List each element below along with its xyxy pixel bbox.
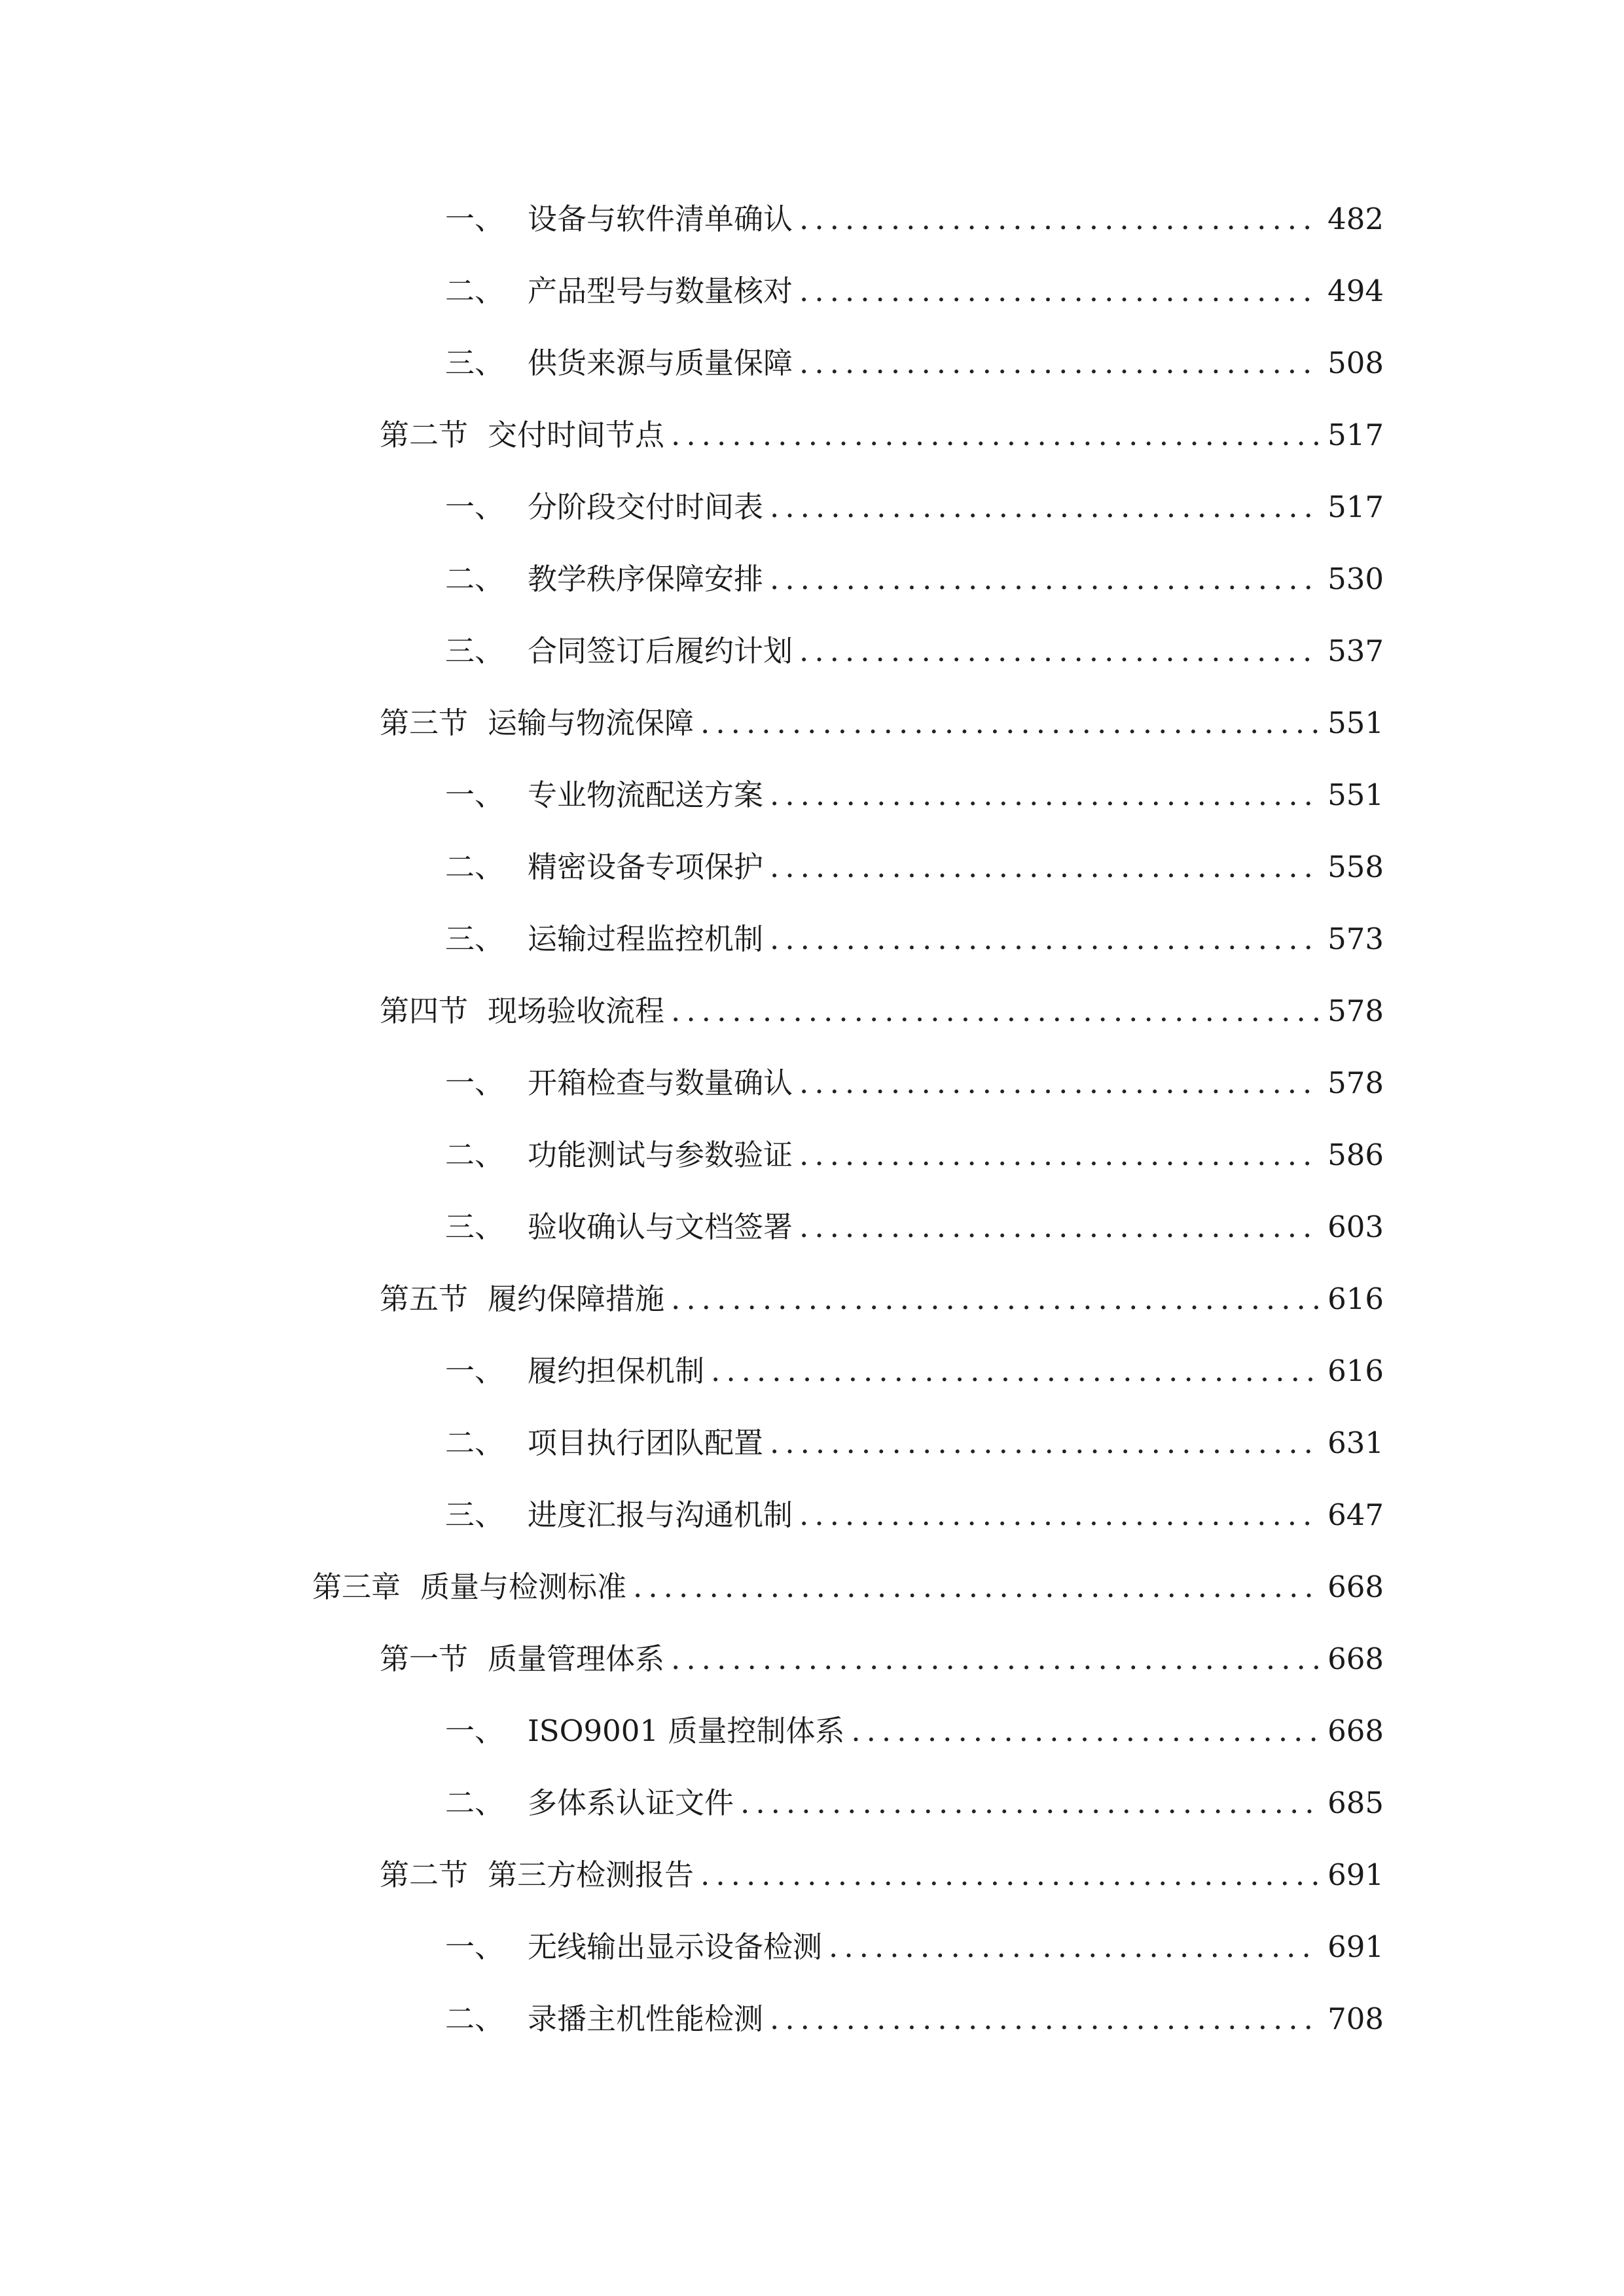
toc-entry[interactable] bbox=[445, 1993, 1384, 2045]
toc-entry-page: 494 bbox=[1327, 274, 1384, 308]
toc-entry[interactable] bbox=[445, 1057, 1384, 1109]
toc-leader-dots bbox=[770, 1993, 1318, 2045]
toc-entry-page: 558 bbox=[1327, 850, 1384, 884]
toc-entry-number: 一、 bbox=[445, 778, 505, 812]
toc-entry-number: 二、 bbox=[445, 274, 505, 308]
toc-entry-title: 验收确认与文档签署 bbox=[528, 1210, 793, 1244]
toc-entry[interactable] bbox=[445, 841, 1384, 893]
toc-entry-page: 482 bbox=[1327, 202, 1384, 236]
toc-entry[interactable] bbox=[445, 337, 1384, 389]
toc-entry[interactable] bbox=[445, 1129, 1384, 1181]
toc-entry-page: 517 bbox=[1327, 418, 1384, 452]
toc-entry-page: 708 bbox=[1327, 2001, 1384, 2036]
toc-entry[interactable] bbox=[445, 1777, 1384, 1829]
toc-leader-dots bbox=[851, 1705, 1318, 1757]
toc-entry[interactable] bbox=[445, 769, 1384, 821]
toc-entry-page: 631 bbox=[1327, 1426, 1384, 1460]
toc-entry-page: 685 bbox=[1327, 1785, 1384, 1820]
toc-entry-number: 第四节 bbox=[380, 994, 469, 1028]
toc-leader-dots bbox=[700, 1849, 1318, 1901]
toc-entry[interactable] bbox=[445, 1489, 1384, 1541]
toc-entry-page: 551 bbox=[1327, 706, 1384, 740]
toc-entry[interactable] bbox=[380, 697, 1384, 749]
toc-entry-page: 578 bbox=[1327, 1066, 1384, 1100]
toc-entry-page: 578 bbox=[1327, 994, 1384, 1028]
toc-entry-number: 一、 bbox=[445, 1066, 505, 1100]
toc-leader-dots bbox=[770, 769, 1318, 821]
toc-leader-dots bbox=[799, 265, 1318, 317]
toc-entry[interactable] bbox=[380, 1633, 1384, 1685]
toc-entry[interactable] bbox=[445, 913, 1384, 965]
toc-leader-dots bbox=[799, 1057, 1318, 1109]
toc-entry-number: 二、 bbox=[445, 562, 505, 596]
toc-entry-title: 无线输出显示设备检测 bbox=[528, 1929, 823, 1964]
toc-entry-number: 一、 bbox=[445, 1354, 505, 1388]
toc-entry-page: 517 bbox=[1327, 490, 1384, 524]
toc-leader-dots bbox=[799, 625, 1318, 677]
toc-entry-title: ISO9001 质量控制体系 bbox=[528, 1713, 845, 1748]
toc-leader-dots bbox=[770, 913, 1318, 965]
toc-entry[interactable] bbox=[445, 1345, 1384, 1397]
toc-entry-page: 530 bbox=[1327, 562, 1384, 596]
toc-entry-page: 603 bbox=[1327, 1210, 1384, 1244]
toc-entry-title: 精密设备专项保护 bbox=[528, 850, 764, 884]
toc-entry[interactable] bbox=[312, 1561, 1384, 1613]
toc-entry-title: 专业物流配送方案 bbox=[528, 778, 764, 812]
toc-leader-dots bbox=[799, 1489, 1318, 1541]
toc-entry-title: 履约保障措施 bbox=[488, 1282, 665, 1316]
toc-entry-title: 项目执行团队配置 bbox=[528, 1426, 764, 1460]
toc-entry-number: 三、 bbox=[445, 1210, 505, 1244]
toc-leader-dots bbox=[799, 337, 1318, 389]
toc-entry-number: 二、 bbox=[445, 1426, 505, 1460]
toc-entry-title: 分阶段交付时间表 bbox=[528, 490, 764, 524]
toc-leader-dots bbox=[711, 1345, 1318, 1397]
toc-entry-title: 功能测试与参数验证 bbox=[528, 1138, 793, 1172]
toc-leader-dots bbox=[671, 409, 1318, 461]
toc-entry-number: 二、 bbox=[445, 2001, 505, 2036]
toc-entry[interactable] bbox=[445, 1417, 1384, 1469]
toc-entry[interactable] bbox=[445, 1201, 1384, 1253]
toc-entry-number: 一、 bbox=[445, 490, 505, 524]
toc-leader-dots bbox=[700, 697, 1318, 749]
toc-entry-number: 第五节 bbox=[380, 1282, 469, 1316]
toc-entry-title: 交付时间节点 bbox=[488, 418, 665, 452]
toc-entry-title: 开箱检查与数量确认 bbox=[528, 1066, 793, 1100]
toc-entry[interactable] bbox=[380, 1273, 1384, 1325]
toc-entry-number: 三、 bbox=[445, 1498, 505, 1532]
toc-leader-dots bbox=[770, 553, 1318, 605]
toc-entry[interactable] bbox=[445, 193, 1384, 245]
toc-entry-number: 一、 bbox=[445, 1713, 505, 1748]
toc-leader-dots bbox=[799, 1129, 1318, 1181]
toc-entry[interactable] bbox=[445, 265, 1384, 317]
toc-entry[interactable] bbox=[445, 625, 1384, 677]
toc-entry-title: 供货来源与质量保障 bbox=[528, 346, 793, 380]
toc-entry[interactable] bbox=[445, 1705, 1384, 1757]
toc-leader-dots bbox=[770, 481, 1318, 533]
toc-entry-page: 647 bbox=[1327, 1498, 1384, 1532]
toc-leader-dots bbox=[633, 1561, 1318, 1613]
toc-entry-title: 设备与软件清单确认 bbox=[528, 202, 793, 236]
toc-entry-page: 616 bbox=[1327, 1354, 1384, 1388]
toc-entry-number: 三、 bbox=[445, 922, 505, 956]
toc-entry-page: 691 bbox=[1327, 1929, 1384, 1964]
toc-entry-title: 质量与检测标准 bbox=[420, 1570, 627, 1604]
toc-entry-title: 第三方检测报告 bbox=[488, 1857, 695, 1892]
toc-leader-dots bbox=[671, 1633, 1318, 1685]
toc-entry-number: 第三节 bbox=[380, 706, 469, 740]
toc-entry-page: 586 bbox=[1327, 1138, 1384, 1172]
toc-entry-number: 一、 bbox=[445, 1929, 505, 1964]
toc-entry-number: 第二节 bbox=[380, 418, 469, 452]
toc-entry-title: 合同签订后履约计划 bbox=[528, 634, 793, 668]
toc-entry-page: 551 bbox=[1327, 778, 1384, 812]
toc-entry-title: 运输与物流保障 bbox=[488, 706, 695, 740]
toc-entry[interactable] bbox=[445, 1921, 1384, 1973]
toc-leader-dots bbox=[770, 841, 1318, 893]
toc-entry-title: 进度汇报与沟通机制 bbox=[528, 1498, 793, 1532]
toc-entry-title: 运输过程监控机制 bbox=[528, 922, 764, 956]
toc-entry-number: 三、 bbox=[445, 346, 505, 380]
toc-entry[interactable] bbox=[445, 481, 1384, 533]
toc-leader-dots bbox=[671, 1273, 1318, 1325]
toc-entry-page: 616 bbox=[1327, 1282, 1384, 1316]
toc-leader-dots bbox=[671, 985, 1318, 1037]
toc-entry[interactable] bbox=[380, 409, 1384, 461]
toc-entry-number: 第一节 bbox=[380, 1641, 469, 1676]
toc-entry-title: 质量管理体系 bbox=[488, 1641, 665, 1676]
toc-entry-title: 多体系认证文件 bbox=[528, 1785, 734, 1820]
toc-entry-page: 508 bbox=[1327, 346, 1384, 380]
toc-entry-title: 教学秩序保障安排 bbox=[528, 562, 764, 596]
toc-entry-number: 三、 bbox=[445, 634, 505, 668]
toc-entry-page: 573 bbox=[1327, 922, 1384, 956]
toc-leader-dots bbox=[799, 1201, 1318, 1253]
toc-leader-dots bbox=[799, 193, 1318, 245]
toc-entry-number: 二、 bbox=[445, 1785, 505, 1820]
toc-entry-number: 二、 bbox=[445, 1138, 505, 1172]
toc-entry-number: 第三章 bbox=[312, 1570, 401, 1604]
toc-entry-number: 二、 bbox=[445, 850, 505, 884]
toc-entry-title: 履约担保机制 bbox=[528, 1354, 705, 1388]
toc-entry[interactable] bbox=[445, 553, 1384, 605]
toc-entry[interactable] bbox=[380, 1849, 1384, 1901]
toc-entry-title: 现场验收流程 bbox=[488, 994, 665, 1028]
toc-entry-title: 产品型号与数量核对 bbox=[528, 274, 793, 308]
toc-entry-page: 668 bbox=[1327, 1570, 1384, 1604]
toc-entry-page: 668 bbox=[1327, 1713, 1384, 1748]
toc-leader-dots bbox=[740, 1777, 1318, 1829]
toc-entry-page: 537 bbox=[1327, 634, 1384, 668]
toc-entry-number: 一、 bbox=[445, 202, 505, 236]
toc-entry-title: 录播主机性能检测 bbox=[528, 2001, 764, 2036]
toc-entry-page: 668 bbox=[1327, 1641, 1384, 1676]
toc-entry-number: 第二节 bbox=[380, 1857, 469, 1892]
toc-entry[interactable] bbox=[380, 985, 1384, 1037]
toc-leader-dots bbox=[829, 1921, 1318, 1973]
toc-entry-page: 691 bbox=[1327, 1857, 1384, 1892]
toc-leader-dots bbox=[770, 1417, 1318, 1469]
